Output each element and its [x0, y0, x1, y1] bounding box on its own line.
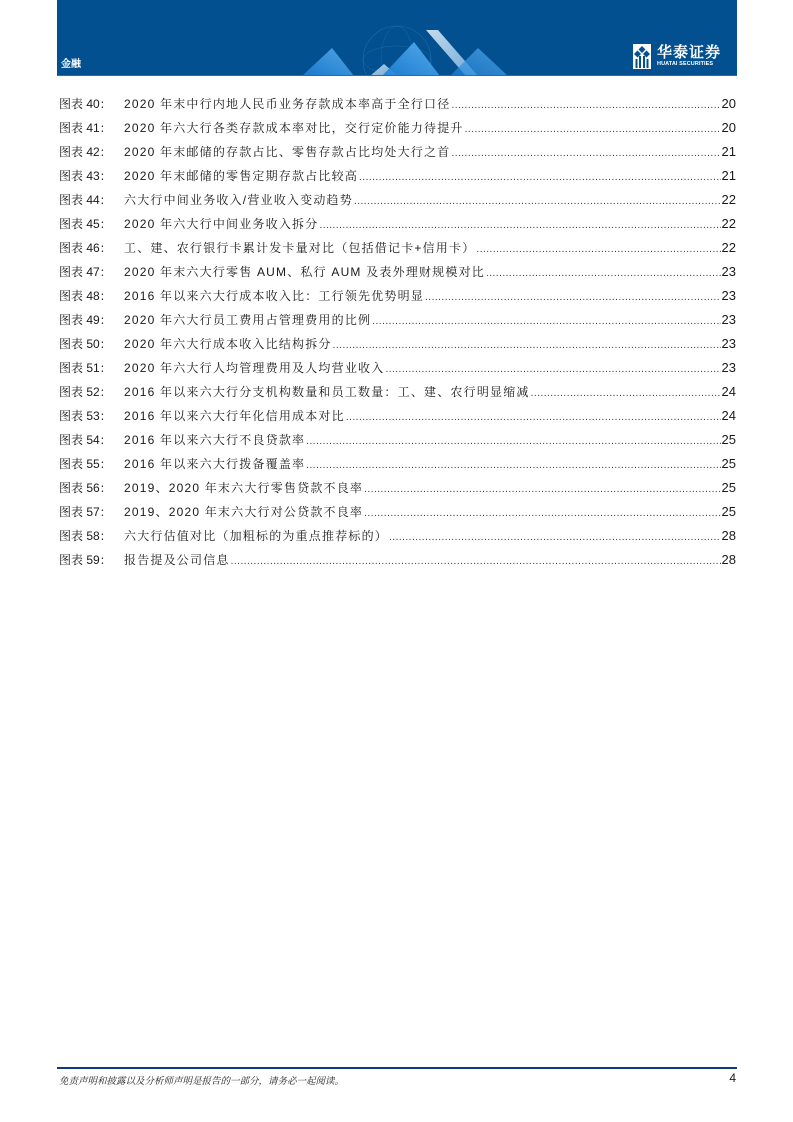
- toc-entry-label: 图表 42：: [59, 145, 112, 159]
- toc-leader-dots: [465, 118, 721, 142]
- toc-entry-label: 图表 55：: [59, 457, 112, 471]
- toc-entry-label: 图表 50：: [59, 337, 112, 351]
- toc-entry[interactable]: [59, 548, 736, 572]
- toc-entry-label: 图表 46：: [59, 241, 112, 255]
- toc-entry-page: 25: [721, 504, 736, 519]
- toc-entry-title: 工、建、农行银行卡累计发卡量对比（包括借记卡+信用卡）: [124, 241, 476, 255]
- toc-entry-page: 25: [721, 432, 736, 447]
- toc-leader-dots: [451, 142, 720, 166]
- toc-entry[interactable]: [59, 356, 736, 380]
- figure-table-of-contents: [59, 92, 736, 572]
- toc-entry-page: 28: [721, 528, 736, 543]
- toc-entry-page: 23: [721, 264, 736, 279]
- toc-entry-page: 23: [721, 312, 736, 327]
- huatai-logo-icon: [633, 44, 651, 69]
- toc-entry-title: 2016 年以来六大行年化信用成本对比: [124, 409, 345, 423]
- header-banner: [57, 0, 737, 76]
- toc-entry-title: 2019、2020 年末六大行对公贷款不良率: [124, 505, 364, 519]
- toc-entry-title: 2016 年以来六大行不良贷款率: [124, 433, 306, 447]
- toc-entry-label: 图表 48：: [59, 289, 112, 303]
- toc-entry[interactable]: [59, 284, 736, 308]
- toc-leader-dots: [231, 550, 721, 574]
- toc-entry[interactable]: [59, 260, 736, 284]
- toc-entry[interactable]: [59, 188, 736, 212]
- toc-entry-title: 2020 年末中行内地人民币业务存款成本率高于全行口径: [124, 97, 451, 111]
- toc-entry[interactable]: [59, 524, 736, 548]
- toc-entry-label: 图表 41：: [59, 121, 112, 135]
- toc-entry[interactable]: [59, 404, 736, 428]
- toc-entry-label: 图表 40：: [59, 97, 112, 111]
- toc-entry[interactable]: [59, 500, 736, 524]
- toc-entry-page: 22: [721, 192, 736, 207]
- toc-entry[interactable]: [59, 452, 736, 476]
- toc-entry[interactable]: [59, 116, 736, 140]
- toc-leader-dots: [476, 238, 720, 262]
- toc-entry-label: 图表 57：: [59, 505, 112, 519]
- toc-entry-page: 22: [721, 240, 736, 255]
- toc-entry-label: 图表 52：: [59, 385, 112, 399]
- toc-entry-label: 图表 59：: [59, 553, 112, 567]
- footer-divider: [57, 1067, 737, 1069]
- toc-entry-page: 28: [721, 552, 736, 567]
- toc-entry-title: 2020 年六大行中间业务收入拆分: [124, 217, 319, 231]
- toc-entry-page: 21: [721, 168, 736, 183]
- brand-name-cn: 华泰证券: [657, 43, 722, 61]
- toc-leader-dots: [451, 94, 720, 118]
- toc-leader-dots: [425, 286, 721, 310]
- toc-entry-label: 图表 43：: [59, 169, 112, 183]
- toc-entry-title: 2020 年六大行员工费用占管理费用的比例: [124, 313, 372, 327]
- toc-leader-dots: [354, 190, 721, 214]
- section-label: 金融: [61, 59, 81, 70]
- toc-entry[interactable]: [59, 140, 736, 164]
- toc-leader-dots: [389, 526, 721, 550]
- page-number: 4: [729, 1071, 736, 1085]
- toc-entry-label: 图表 51：: [59, 361, 112, 375]
- toc-leader-dots: [364, 502, 720, 526]
- toc-entry[interactable]: [59, 428, 736, 452]
- toc-entry-title: 2016 年以来六大行成本收入比：工行领先优势明显: [124, 289, 425, 303]
- toc-entry[interactable]: [59, 380, 736, 404]
- huatai-logo: [633, 43, 721, 69]
- toc-entry-title: 2019、2020 年末六大行零售贷款不良率: [124, 481, 364, 495]
- toc-leader-dots: [531, 382, 721, 406]
- brand-name-en: HUATAI SECURITIES: [657, 61, 714, 67]
- toc-entry[interactable]: [59, 92, 736, 116]
- toc-leader-dots: [486, 262, 721, 286]
- toc-entry-label: 图表 49：: [59, 313, 112, 327]
- toc-entry-page: 25: [721, 480, 736, 495]
- toc-leader-dots: [306, 430, 720, 454]
- toc-entry-title: 2020 年六大行人均管理费用及人均营业收入: [124, 361, 385, 375]
- toc-entry-page: 25: [721, 456, 736, 471]
- toc-entry[interactable]: [59, 212, 736, 236]
- toc-entry-label: 图表 54：: [59, 433, 112, 447]
- toc-entry-title: 2020 年末六大行零售 AUM、私行 AUM 及表外理财规模对比: [124, 265, 485, 279]
- toc-leader-dots: [319, 214, 720, 238]
- toc-entry-title: 六大行中间业务收入/营业收入变动趋势: [124, 193, 353, 207]
- toc-leader-dots: [364, 478, 720, 502]
- toc-entry-title: 2020 年末邮储的零售定期存款占比较高: [124, 169, 359, 183]
- toc-leader-dots: [372, 310, 720, 334]
- toc-entry[interactable]: [59, 476, 736, 500]
- decorative-mountain-graphic: [282, 20, 522, 76]
- toc-entry-page: 24: [721, 384, 736, 399]
- toc-entry-page: 24: [721, 408, 736, 423]
- toc-entry-label: 图表 47：: [59, 265, 112, 279]
- toc-entry-label: 图表 56：: [59, 481, 112, 495]
- toc-entry-page: 20: [721, 120, 736, 135]
- toc-entry-title: 六大行估值对比（加粗标的为重点推荐标的）: [124, 529, 389, 543]
- toc-entry-title: 2020 年末邮储的存款占比、零售存款占比均处大行之首: [124, 145, 451, 159]
- toc-entry-page: 21: [721, 144, 736, 159]
- toc-entry-page: 22: [721, 216, 736, 231]
- toc-entry[interactable]: [59, 308, 736, 332]
- toc-leader-dots: [306, 454, 720, 478]
- toc-entry[interactable]: [59, 332, 736, 356]
- toc-entry-label: 图表 44：: [59, 193, 112, 207]
- toc-entry-title: 2016 年以来六大行拨备覆盖率: [124, 457, 306, 471]
- toc-entry-label: 图表 58：: [59, 529, 112, 543]
- toc-leader-dots: [359, 166, 721, 190]
- footer-disclaimer: 免责声明和披露以及分析师声明是报告的一部分，请务必一起阅读。: [59, 1076, 345, 1087]
- toc-entry-title: 报告提及公司信息: [124, 553, 230, 567]
- toc-entry[interactable]: [59, 164, 736, 188]
- toc-entry-label: 图表 53：: [59, 409, 112, 423]
- toc-entry-page: 23: [721, 360, 736, 375]
- toc-leader-dots: [346, 406, 721, 430]
- toc-entry-title: 2020 年六大行各类存款成本率对比，交行定价能力待提升: [124, 121, 464, 135]
- toc-leader-dots: [333, 334, 721, 358]
- toc-entry-title: 2020 年六大行成本收入比结构拆分: [124, 337, 332, 351]
- toc-entry-page: 20: [721, 96, 736, 111]
- toc-entry[interactable]: [59, 236, 736, 260]
- toc-leader-dots: [385, 358, 720, 382]
- toc-entry-page: 23: [721, 288, 736, 303]
- toc-entry-title: 2016 年以来六大行分支机构数量和员工数量：工、建、农行明显缩减: [124, 385, 530, 399]
- toc-entry-page: 23: [721, 336, 736, 351]
- toc-entry-label: 图表 45：: [59, 217, 112, 231]
